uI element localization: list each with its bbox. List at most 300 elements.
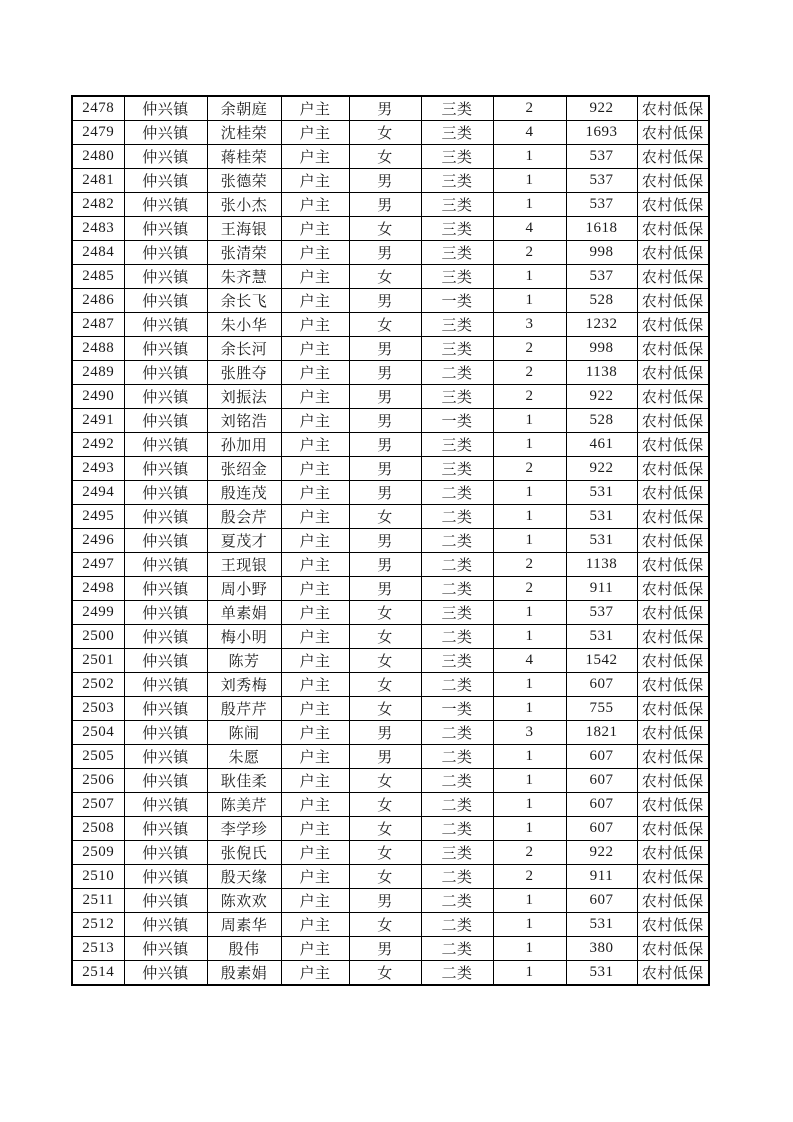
table-cell: 户主: [281, 241, 349, 265]
table-row: [72, 313, 709, 337]
table-cell: 农村低保: [637, 481, 709, 505]
table-cell: 男: [349, 457, 421, 481]
table-cell: 户主: [281, 457, 349, 481]
table-cell: 男: [349, 193, 421, 217]
table-cell: 张小杰: [207, 193, 281, 217]
table-cell: 男: [349, 96, 421, 121]
table-cell: 周素华: [207, 913, 281, 937]
table-cell: 女: [349, 769, 421, 793]
table-cell: 一类: [421, 289, 493, 313]
table-cell: 1: [493, 769, 566, 793]
table-cell: 刘秀梅: [207, 673, 281, 697]
table-cell: 仲兴镇: [124, 673, 207, 697]
table-cell: 537: [566, 265, 637, 289]
table-row: [72, 96, 709, 121]
table-cell: 三类: [421, 193, 493, 217]
table-cell: 三类: [421, 241, 493, 265]
table-cell: 二类: [421, 937, 493, 961]
table-cell: 2497: [72, 553, 124, 577]
table-cell: 2486: [72, 289, 124, 313]
table-cell: 仲兴镇: [124, 745, 207, 769]
table-cell: 户主: [281, 817, 349, 841]
table-cell: 2485: [72, 265, 124, 289]
table-cell: 殷天缘: [207, 865, 281, 889]
table-cell: 女: [349, 697, 421, 721]
table-cell: 998: [566, 241, 637, 265]
table-cell: 陈闹: [207, 721, 281, 745]
table-cell: 刘铭浩: [207, 409, 281, 433]
table-row: [72, 529, 709, 553]
table-cell: 朱齐慧: [207, 265, 281, 289]
table-cell: 2: [493, 385, 566, 409]
table-cell: 户主: [281, 577, 349, 601]
table-cell: 户主: [281, 193, 349, 217]
table-cell: 仲兴镇: [124, 649, 207, 673]
table-cell: 三类: [421, 457, 493, 481]
table-cell: 男: [349, 289, 421, 313]
table-cell: 女: [349, 913, 421, 937]
table-cell: 仲兴镇: [124, 289, 207, 313]
table-cell: 911: [566, 577, 637, 601]
table-row: [72, 625, 709, 649]
table-cell: 1693: [566, 121, 637, 145]
table-cell: 528: [566, 409, 637, 433]
table-cell: 2479: [72, 121, 124, 145]
table-cell: 二类: [421, 769, 493, 793]
table-cell: 922: [566, 841, 637, 865]
table-cell: 女: [349, 145, 421, 169]
table-cell: 755: [566, 697, 637, 721]
table-cell: 2: [493, 865, 566, 889]
table-cell: 女: [349, 841, 421, 865]
welfare-records-table: [71, 95, 710, 986]
table-cell: 1: [493, 193, 566, 217]
table-cell: 1: [493, 697, 566, 721]
table-cell: 户主: [281, 649, 349, 673]
table-cell: 仲兴镇: [124, 625, 207, 649]
table-cell: 1: [493, 889, 566, 913]
table-cell: 607: [566, 673, 637, 697]
table-cell: 仲兴镇: [124, 841, 207, 865]
table-cell: 户主: [281, 697, 349, 721]
table-cell: 农村低保: [637, 313, 709, 337]
table-cell: 二类: [421, 481, 493, 505]
table-cell: 女: [349, 601, 421, 625]
table-cell: 殷伟: [207, 937, 281, 961]
table-row: [72, 265, 709, 289]
table-cell: 户主: [281, 337, 349, 361]
table-cell: 农村低保: [637, 961, 709, 986]
table-cell: 607: [566, 769, 637, 793]
table-row: [72, 817, 709, 841]
table-cell: 张绍金: [207, 457, 281, 481]
table-cell: 1: [493, 409, 566, 433]
table-cell: 户主: [281, 961, 349, 986]
table-cell: 仲兴镇: [124, 241, 207, 265]
table-cell: 张胜夺: [207, 361, 281, 385]
table-cell: 1: [493, 601, 566, 625]
table-cell: 2: [493, 337, 566, 361]
table-cell: 仲兴镇: [124, 96, 207, 121]
table-row: [72, 769, 709, 793]
table-cell: 2493: [72, 457, 124, 481]
table-cell: 一类: [421, 409, 493, 433]
table-cell: 531: [566, 625, 637, 649]
table-row: [72, 193, 709, 217]
table-row: [72, 409, 709, 433]
table-cell: 2511: [72, 889, 124, 913]
table-cell: 朱小华: [207, 313, 281, 337]
table-cell: 余长飞: [207, 289, 281, 313]
table-cell: 二类: [421, 889, 493, 913]
table-cell: 殷连茂: [207, 481, 281, 505]
table-cell: 户主: [281, 481, 349, 505]
table-cell: 1: [493, 529, 566, 553]
table-cell: 2500: [72, 625, 124, 649]
table-cell: 耿佳柔: [207, 769, 281, 793]
table-cell: 2501: [72, 649, 124, 673]
table-row: [72, 481, 709, 505]
table-cell: 农村低保: [637, 433, 709, 457]
table-cell: 1542: [566, 649, 637, 673]
table-cell: 三类: [421, 96, 493, 121]
table-cell: 三类: [421, 145, 493, 169]
table-cell: 二类: [421, 913, 493, 937]
table-cell: 二类: [421, 577, 493, 601]
table-cell: 607: [566, 817, 637, 841]
table-cell: 户主: [281, 169, 349, 193]
table-cell: 女: [349, 217, 421, 241]
table-cell: 仲兴镇: [124, 505, 207, 529]
table-cell: 二类: [421, 793, 493, 817]
table-cell: 2503: [72, 697, 124, 721]
table-cell: 张倪氏: [207, 841, 281, 865]
table-cell: 陈欢欢: [207, 889, 281, 913]
table-cell: 户主: [281, 409, 349, 433]
table-cell: 农村低保: [637, 265, 709, 289]
table-cell: 户主: [281, 841, 349, 865]
table-cell: 仲兴镇: [124, 385, 207, 409]
table-cell: 922: [566, 385, 637, 409]
table-row: [72, 361, 709, 385]
table-cell: 农村低保: [637, 745, 709, 769]
table-cell: 二类: [421, 529, 493, 553]
table-row: [72, 889, 709, 913]
table-cell: 农村低保: [637, 505, 709, 529]
table-cell: 户主: [281, 313, 349, 337]
table-cell: 户主: [281, 601, 349, 625]
table-cell: 1: [493, 169, 566, 193]
table-cell: 三类: [421, 217, 493, 241]
table-cell: 陈美芹: [207, 793, 281, 817]
table-cell: 女: [349, 817, 421, 841]
table-cell: 仲兴镇: [124, 337, 207, 361]
table-cell: 男: [349, 241, 421, 265]
table-cell: 张德荣: [207, 169, 281, 193]
table-cell: 农村低保: [637, 865, 709, 889]
table-cell: 男: [349, 553, 421, 577]
table-cell: 农村低保: [637, 625, 709, 649]
table-cell: 女: [349, 865, 421, 889]
table-cell: 仲兴镇: [124, 577, 207, 601]
table-cell: 周小野: [207, 577, 281, 601]
table-cell: 女: [349, 961, 421, 986]
table-cell: 王现银: [207, 553, 281, 577]
table-row: [72, 793, 709, 817]
table-cell: 1: [493, 913, 566, 937]
table-cell: 户主: [281, 913, 349, 937]
table-cell: 户主: [281, 289, 349, 313]
table-cell: 男: [349, 745, 421, 769]
table-cell: 4: [493, 649, 566, 673]
table-cell: 农村低保: [637, 385, 709, 409]
table-cell: 仲兴镇: [124, 937, 207, 961]
table-cell: 女: [349, 121, 421, 145]
table-cell: 二类: [421, 505, 493, 529]
table-cell: 农村低保: [637, 96, 709, 121]
table-cell: 607: [566, 745, 637, 769]
table-cell: 531: [566, 529, 637, 553]
table-cell: 户主: [281, 937, 349, 961]
table-cell: 1821: [566, 721, 637, 745]
table-cell: 户主: [281, 505, 349, 529]
table-cell: 二类: [421, 745, 493, 769]
table-cell: 仲兴镇: [124, 193, 207, 217]
table-cell: 户主: [281, 865, 349, 889]
table-cell: 三类: [421, 385, 493, 409]
table-cell: 2478: [72, 96, 124, 121]
table-cell: 王海银: [207, 217, 281, 241]
table-cell: 户主: [281, 673, 349, 697]
table-cell: 户主: [281, 769, 349, 793]
table-cell: 户主: [281, 385, 349, 409]
table-row: [72, 721, 709, 745]
table-row: [72, 697, 709, 721]
table-cell: 农村低保: [637, 817, 709, 841]
table-cell: 仲兴镇: [124, 793, 207, 817]
table-cell: 户主: [281, 553, 349, 577]
table-cell: 仲兴镇: [124, 121, 207, 145]
table-cell: 仲兴镇: [124, 481, 207, 505]
table-row: [72, 865, 709, 889]
table-cell: 张清荣: [207, 241, 281, 265]
table-cell: 一类: [421, 697, 493, 721]
table-cell: 三类: [421, 169, 493, 193]
table-cell: 380: [566, 937, 637, 961]
table-cell: 仲兴镇: [124, 697, 207, 721]
table-cell: 1: [493, 145, 566, 169]
table-cell: 农村低保: [637, 937, 709, 961]
table-cell: 二类: [421, 673, 493, 697]
table-cell: 女: [349, 649, 421, 673]
table-cell: 农村低保: [637, 289, 709, 313]
table-cell: 梅小明: [207, 625, 281, 649]
table-row: [72, 673, 709, 697]
table-cell: 夏茂才: [207, 529, 281, 553]
table-cell: 922: [566, 96, 637, 121]
table-body: [72, 96, 709, 985]
table-cell: 农村低保: [637, 553, 709, 577]
table-cell: 1: [493, 961, 566, 986]
table-cell: 农村低保: [637, 337, 709, 361]
table-cell: 农村低保: [637, 721, 709, 745]
table-cell: 2: [493, 577, 566, 601]
table-cell: 三类: [421, 313, 493, 337]
table-cell: 2506: [72, 769, 124, 793]
table-cell: 男: [349, 529, 421, 553]
table-cell: 仲兴镇: [124, 217, 207, 241]
table-cell: 余长河: [207, 337, 281, 361]
table-cell: 农村低保: [637, 889, 709, 913]
table-cell: 男: [349, 721, 421, 745]
table-cell: 三类: [421, 265, 493, 289]
table-row: [72, 241, 709, 265]
table-cell: 二类: [421, 553, 493, 577]
table-cell: 2481: [72, 169, 124, 193]
table-cell: 三类: [421, 337, 493, 361]
table-cell: 户主: [281, 96, 349, 121]
table-cell: 农村低保: [637, 409, 709, 433]
table-cell: 农村低保: [637, 193, 709, 217]
table-cell: 3: [493, 721, 566, 745]
table-cell: 户主: [281, 721, 349, 745]
table-cell: 殷素娟: [207, 961, 281, 986]
table-cell: 女: [349, 313, 421, 337]
table-cell: 二类: [421, 865, 493, 889]
table-cell: 户主: [281, 529, 349, 553]
table-cell: 仲兴镇: [124, 817, 207, 841]
table-cell: 仲兴镇: [124, 409, 207, 433]
table-cell: 仲兴镇: [124, 769, 207, 793]
table-cell: 二类: [421, 721, 493, 745]
table-cell: 农村低保: [637, 697, 709, 721]
table-cell: 农村低保: [637, 529, 709, 553]
table-cell: 1138: [566, 553, 637, 577]
table-cell: 2: [493, 553, 566, 577]
table-cell: 2514: [72, 961, 124, 986]
table-cell: 2509: [72, 841, 124, 865]
table-cell: 户主: [281, 889, 349, 913]
table-cell: 2508: [72, 817, 124, 841]
table-cell: 2: [493, 841, 566, 865]
table-cell: 男: [349, 385, 421, 409]
table-cell: 仲兴镇: [124, 169, 207, 193]
table-cell: 户主: [281, 145, 349, 169]
table-cell: 531: [566, 961, 637, 986]
table-cell: 1: [493, 433, 566, 457]
table-cell: 殷芹芹: [207, 697, 281, 721]
table-cell: 二类: [421, 361, 493, 385]
table-row: [72, 457, 709, 481]
table-cell: 2490: [72, 385, 124, 409]
table-row: [72, 649, 709, 673]
table-cell: 1: [493, 481, 566, 505]
table-cell: 女: [349, 625, 421, 649]
table-row: [72, 145, 709, 169]
table-cell: 2489: [72, 361, 124, 385]
table-row: [72, 337, 709, 361]
table-cell: 户主: [281, 265, 349, 289]
table-cell: 仲兴镇: [124, 313, 207, 337]
table-row: [72, 577, 709, 601]
table-cell: 2496: [72, 529, 124, 553]
table-cell: 户主: [281, 217, 349, 241]
table-cell: 仲兴镇: [124, 601, 207, 625]
table-cell: 仲兴镇: [124, 529, 207, 553]
table-cell: 朱愿: [207, 745, 281, 769]
table-cell: 1618: [566, 217, 637, 241]
table-cell: 2510: [72, 865, 124, 889]
table-cell: 户主: [281, 745, 349, 769]
table-cell: 2502: [72, 673, 124, 697]
table-cell: 2483: [72, 217, 124, 241]
table-cell: 2494: [72, 481, 124, 505]
table-row: [72, 505, 709, 529]
table-row: [72, 937, 709, 961]
table-cell: 4: [493, 217, 566, 241]
table-cell: 男: [349, 433, 421, 457]
table-cell: 1: [493, 817, 566, 841]
table-cell: 2495: [72, 505, 124, 529]
table-cell: 三类: [421, 433, 493, 457]
table-cell: 户主: [281, 121, 349, 145]
table-cell: 殷会芹: [207, 505, 281, 529]
table-cell: 二类: [421, 625, 493, 649]
table-cell: 仲兴镇: [124, 961, 207, 986]
table-cell: 单素娟: [207, 601, 281, 625]
table-cell: 农村低保: [637, 673, 709, 697]
table-cell: 2484: [72, 241, 124, 265]
table-cell: 537: [566, 145, 637, 169]
table-row: [72, 289, 709, 313]
table-cell: 三类: [421, 121, 493, 145]
table-cell: 2507: [72, 793, 124, 817]
table-cell: 农村低保: [637, 649, 709, 673]
table-cell: 男: [349, 337, 421, 361]
table-cell: 537: [566, 169, 637, 193]
table-row: [72, 841, 709, 865]
table-cell: 农村低保: [637, 121, 709, 145]
table-cell: 农村低保: [637, 145, 709, 169]
table-cell: 仲兴镇: [124, 865, 207, 889]
table-cell: 4: [493, 121, 566, 145]
table-cell: 户主: [281, 361, 349, 385]
table-row: [72, 961, 709, 986]
table-cell: 蒋桂荣: [207, 145, 281, 169]
table-cell: 农村低保: [637, 169, 709, 193]
table-cell: 2492: [72, 433, 124, 457]
table-cell: 531: [566, 505, 637, 529]
table-cell: 农村低保: [637, 913, 709, 937]
table-cell: 537: [566, 601, 637, 625]
table-cell: 农村低保: [637, 769, 709, 793]
table-cell: 二类: [421, 817, 493, 841]
table-cell: 三类: [421, 841, 493, 865]
table-cell: 农村低保: [637, 577, 709, 601]
table-row: [72, 745, 709, 769]
table-cell: 2513: [72, 937, 124, 961]
table-cell: 531: [566, 481, 637, 505]
table-cell: 1: [493, 265, 566, 289]
table-cell: 2480: [72, 145, 124, 169]
table-cell: 531: [566, 913, 637, 937]
table-cell: 男: [349, 169, 421, 193]
table-cell: 男: [349, 577, 421, 601]
table-cell: 余朝庭: [207, 96, 281, 121]
table-row: [72, 913, 709, 937]
table-cell: 孙加用: [207, 433, 281, 457]
table-cell: 537: [566, 193, 637, 217]
